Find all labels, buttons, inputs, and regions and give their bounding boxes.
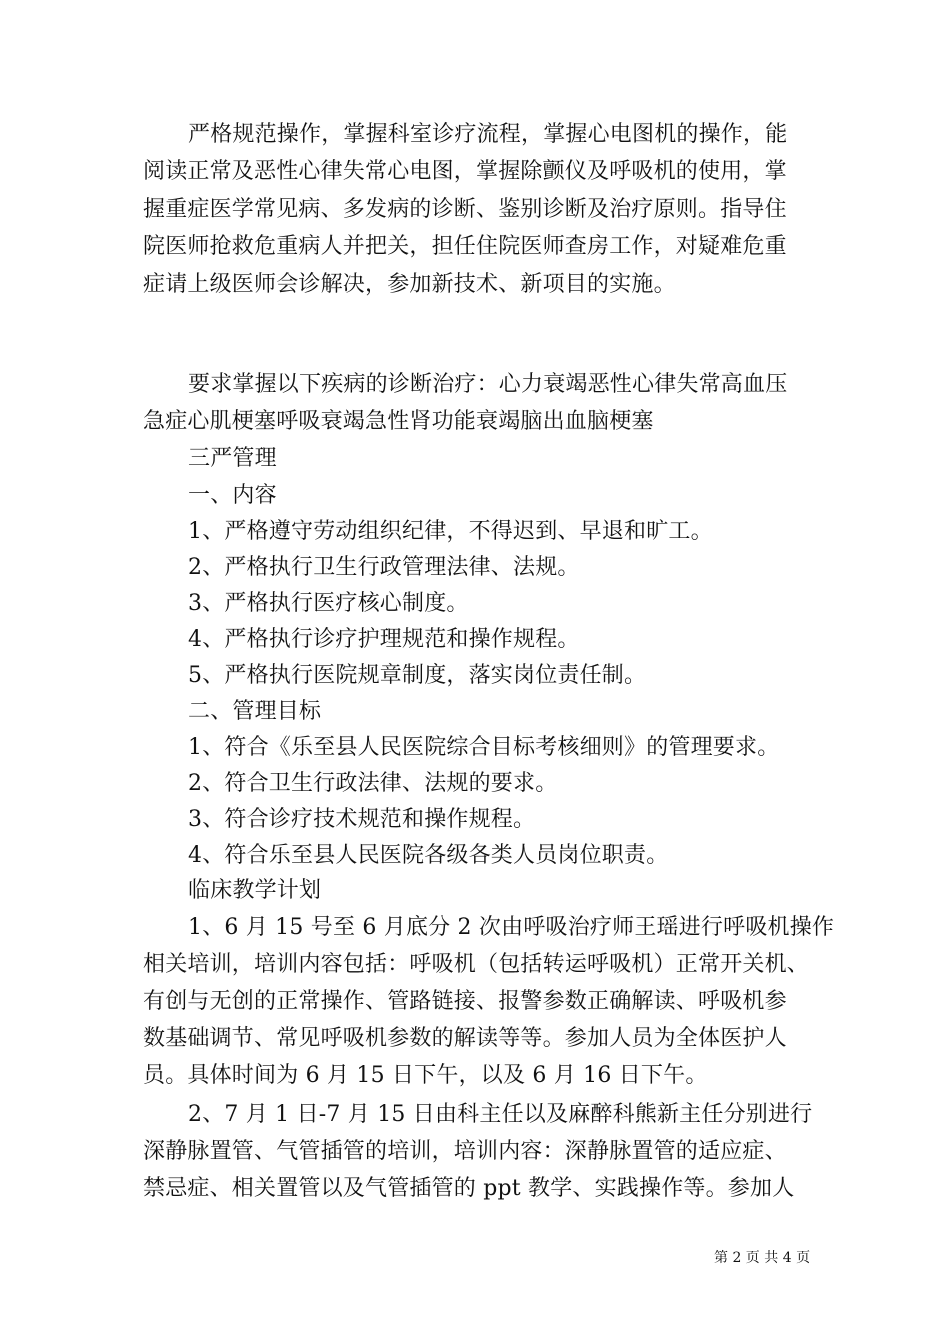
section-heading: 一、内容 <box>188 483 277 508</box>
paragraph-line: 1、6 月 15 号至 6 月底分 2 次由呼吸治疗师王瑶进行呼吸机操作 <box>188 915 835 940</box>
list-item: 3、符合诊疗技术规范和操作规程。 <box>188 807 536 832</box>
paragraph-line: 院医师抢救危重病人并把关，担任住院医师查房工作，对疑难危重 <box>143 234 787 259</box>
section-heading: 二、管理目标 <box>188 699 322 724</box>
paragraph-line: 数基础调节、常见呼吸机参数的解读等等。参加人员为全体医护人 <box>143 1026 787 1051</box>
paragraph-line: 要求掌握以下疾病的诊断治疗：心力衰竭恶性心律失常高血压 <box>188 372 788 397</box>
list-item: 1、严格遵守劳动组织纪律，不得迟到、早退和旷工。 <box>188 519 713 544</box>
list-item: 1、符合《乐至县人民医院综合目标考核细则》的管理要求。 <box>188 735 780 760</box>
paragraph-line: 严格规范操作，掌握科室诊疗流程，掌握心电图机的操作，能 <box>188 122 788 147</box>
list-item: 4、符合乐至县人民医院各级各类人员岗位职责。 <box>188 843 669 868</box>
list-item: 5、严格执行医院规章制度，落实岗位责任制。 <box>188 663 647 688</box>
list-item: 3、严格执行医疗核心制度。 <box>188 591 469 616</box>
paragraph-line: 深静脉置管、气管插管的培训，培训内容：深静脉置管的适应症、 <box>143 1139 787 1164</box>
paragraph-line: 急症心肌梗塞呼吸衰竭急性肾功能衰竭脑出血脑梗塞 <box>143 409 654 434</box>
list-item: 2、严格执行卫生行政管理法律、法规。 <box>188 555 580 580</box>
paragraph-line: 2、7 月 1 日-7 月 15 日由科主任以及麻醉科熊新主任分别进行 <box>188 1102 813 1127</box>
paragraph-line: 阅读正常及恶性心律失常心电图，掌握除颤仪及呼吸机的使用，掌 <box>143 159 787 184</box>
paragraph-line: 握重症医学常见病、多发病的诊断、鉴别诊断及治疗原则。指导住 <box>143 197 787 222</box>
paragraph-line: 员。具体时间为 6 月 15 日下午，以及 6 月 16 日下午。 <box>143 1063 708 1088</box>
section-title: 三严管理 <box>188 446 277 471</box>
paragraph-line: 禁忌症、相关置管以及气管插管的 ppt 教学、实践操作等。参加人 <box>143 1176 795 1201</box>
paragraph-line: 症请上级医师会诊解决，参加新技术、新项目的实施。 <box>143 272 676 297</box>
page-number: 第 2 页 共 4 页 <box>714 1250 811 1266</box>
paragraph-line: 相关培训，培训内容包括：呼吸机（包括转运呼吸机）正常开关机、 <box>143 952 810 977</box>
list-item: 2、符合卫生行政法律、法规的要求。 <box>188 771 558 796</box>
paragraph-line: 有创与无创的正常操作、管路链接、报警参数正确解读、呼吸机参 <box>143 989 787 1014</box>
section-title: 临床教学计划 <box>188 878 322 903</box>
list-item: 4、严格执行诊疗护理规范和操作规程。 <box>188 627 580 652</box>
